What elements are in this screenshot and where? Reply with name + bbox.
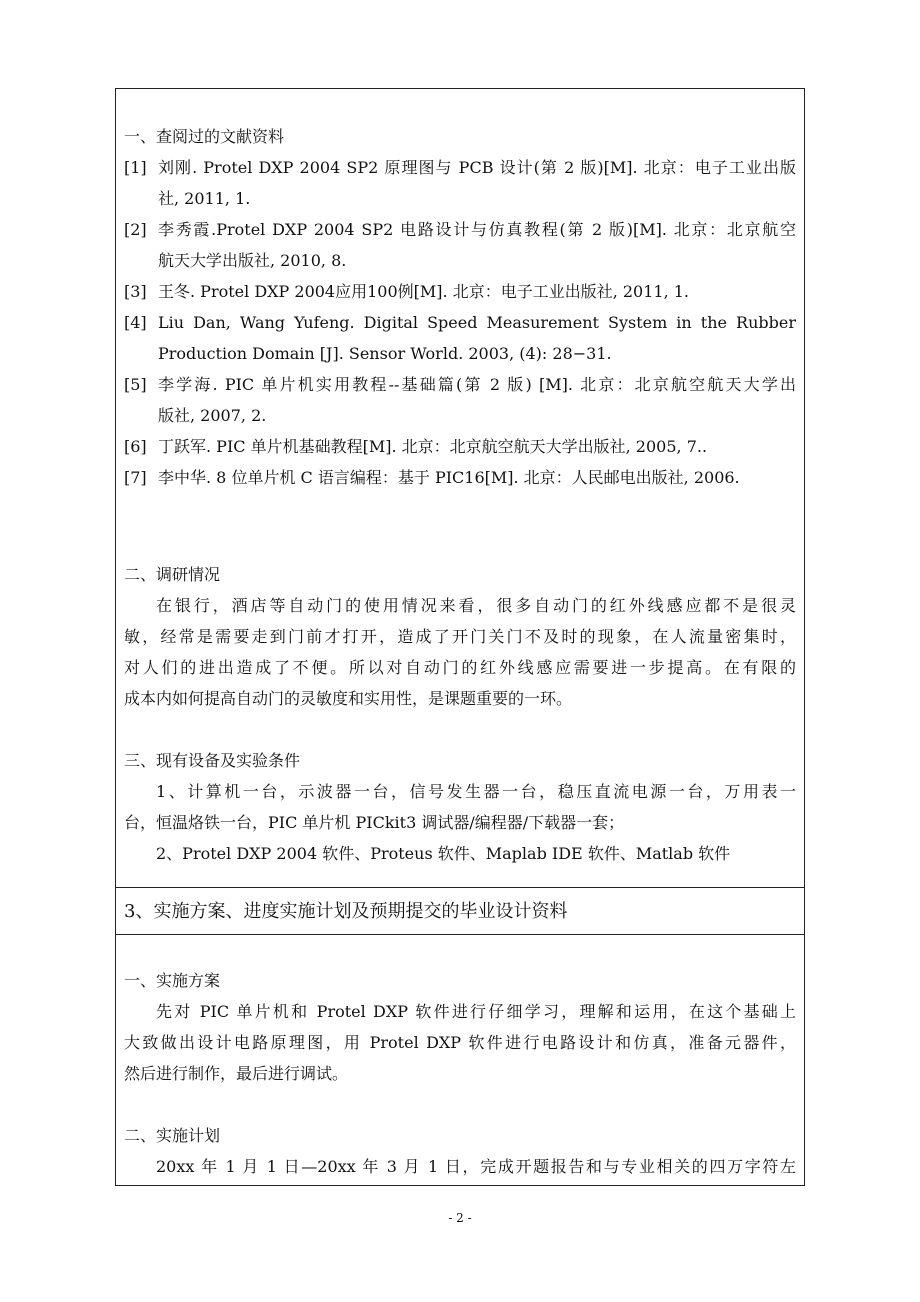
reference-item bbox=[124, 431, 796, 462]
reference-number: [2] bbox=[124, 220, 147, 239]
reference-text: 李中华. 8 位单片机 C 语言编程：基于 PIC16[M]. 北京：人民邮电出版社, 2006. bbox=[158, 468, 740, 487]
plan-heading: 一、实施方案 bbox=[124, 971, 221, 990]
reference-item bbox=[124, 462, 796, 493]
plan-paragraph-line: 大致做出设计电路原理图，用 Protel DXP 软件进行电路设计和仿真，准备元器件， bbox=[124, 1033, 796, 1052]
reference-number: [7] bbox=[124, 468, 147, 487]
reference-number: [5] bbox=[124, 375, 147, 394]
reference-text: 刘刚. Protel DXP 2004 SP2 原理图与 PCB 设计(第 2 版)[M]. 北京：电子工业出版 bbox=[158, 158, 796, 177]
plan-paragraph-line: 先对 PIC 单片机和 Protel DXP 软件进行仔细学习，理解和运用，在这个基础上 bbox=[156, 1002, 796, 1021]
reference-item bbox=[124, 214, 796, 276]
plan-paragraph-line: 然后进行制作，最后进行调试。 bbox=[124, 1064, 349, 1083]
reference-item bbox=[124, 152, 796, 214]
section3-title: 3、实施方案、进度实施计划及预期提交的毕业设计资料 bbox=[124, 901, 568, 922]
reference-number: [1] bbox=[124, 158, 147, 177]
reference-text: 李学海. PIC 单片机实用教程--基础篇(第 2 版) [M]. 北京：北京航空航天大学出 bbox=[158, 375, 796, 394]
reference-text: Liu Dan, Wang Yufeng. Digital Speed Measurement System in the Rubber bbox=[158, 313, 796, 332]
equipment-paragraph-line: 台，恒温烙铁一台，PIC 单片机 PICkit3 调试器/编程器/下载器一套； bbox=[124, 813, 625, 832]
research-heading: 二、调研情况 bbox=[124, 565, 221, 584]
reference-item bbox=[124, 276, 796, 307]
literature-heading: 一、查阅过的文献资料 bbox=[124, 127, 285, 146]
reference-text: 李秀霞.Protel DXP 2004 SP2 电路设计与仿真教程(第 2 版)[M]. 北京：北京航空 bbox=[158, 220, 796, 239]
schedule-paragraph-line: 20xx 年 1 月 1 日—20xx 年 3 月 1 日，完成开题报告和与专业相关的四万字符左 bbox=[156, 1157, 796, 1176]
equipment-paragraph-line: 1、计算机一台，示波器一台，信号发生器一台，稳压直流电源一台，万用表一 bbox=[156, 782, 796, 801]
literature-research-cell bbox=[116, 89, 804, 887]
section3-title-cell bbox=[116, 887, 804, 935]
equipment-paragraph-line: 2、Protel DXP 2004 软件、Proteus 软件、Maplab IDE 软件、Matlab 软件 bbox=[156, 844, 731, 863]
reference-number: [6] bbox=[124, 437, 147, 456]
equipment-heading: 三、现有设备及实验条件 bbox=[124, 751, 301, 770]
reference-number: [3] bbox=[124, 282, 147, 301]
reference-number: [4] bbox=[124, 313, 147, 332]
page-number: - 2 - bbox=[448, 1211, 472, 1225]
research-paragraph-line: 成本内如何提高自动门的灵敏度和实用性，是课题重要的一环。 bbox=[124, 689, 573, 708]
reference-text: 王冬. Protel DXP 2004应用100例[M]. 北京：电子工业出版社, 2011, 1. bbox=[158, 282, 690, 301]
schedule-heading: 二、实施计划 bbox=[124, 1126, 221, 1145]
reference-text: 版社, 2007, 2. bbox=[158, 406, 267, 425]
form-table bbox=[115, 88, 805, 1186]
reference-text: 航天大学出版社, 2010, 8. bbox=[158, 251, 347, 270]
implementation-cell bbox=[116, 935, 804, 1187]
reference-item bbox=[124, 307, 796, 369]
research-paragraph-line: 对人们的进出造成了不便。所以对自动门的红外线感应需要进一步提高。在有限的 bbox=[124, 658, 796, 677]
research-paragraph-line: 敏，经常是需要走到门前才打开，造成了开门关门不及时的现象，在人流量密集时， bbox=[124, 627, 796, 646]
reference-item bbox=[124, 369, 796, 431]
research-paragraph-line: 在银行，酒店等自动门的使用情况来看，很多自动门的红外线感应都不是很灵 bbox=[156, 596, 796, 615]
reference-text: 社, 2011, 1. bbox=[158, 189, 251, 208]
reference-text: Production Domain [J]. Sensor World. 2003, (4): 28−31. bbox=[158, 344, 612, 363]
reference-text: 丁跃军. PIC 单片机基础教程[M]. 北京：北京航空航天大学出版社, 2005, 7.. bbox=[158, 437, 708, 456]
